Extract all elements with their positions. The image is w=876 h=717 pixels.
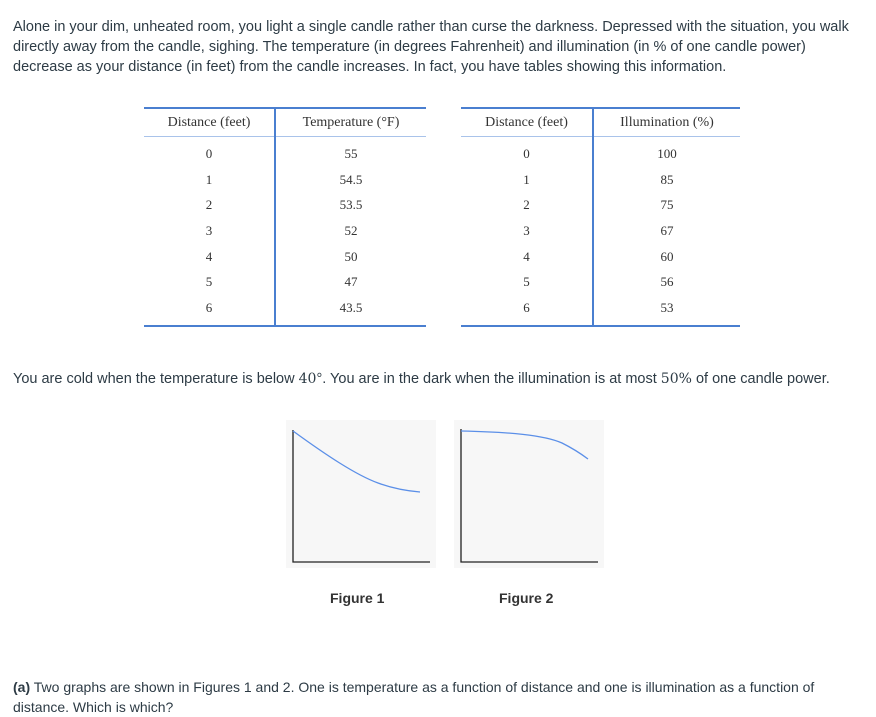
table-row — [144, 137, 426, 167]
temperature-cell: 53.5 — [339, 197, 363, 213]
question-a-text: Two graphs are shown in Figures 1 and 2. One is temperature as a function of distance and one is illumination as a function of distance. Which is which? — [13, 679, 815, 715]
distance-cell: 3 — [144, 218, 275, 244]
degree-symbol: ° — [316, 371, 323, 387]
table-row — [144, 269, 426, 295]
table-row — [461, 137, 740, 167]
table-row — [461, 218, 740, 244]
illumination-table — [461, 107, 740, 327]
distance-cell: 4 — [461, 244, 593, 270]
table-row — [461, 295, 740, 326]
temperature-cell: 55 — [344, 145, 358, 161]
illumination-cell: 67 — [660, 222, 674, 238]
question-a-label: (a) — [13, 679, 31, 695]
table-row — [461, 167, 740, 193]
distance-cell: 2 — [461, 192, 593, 218]
distance-cell: 1 — [461, 167, 593, 193]
condition-statement — [13, 371, 863, 387]
distance-cell: 6 — [461, 295, 593, 326]
illumination-cell: 85 — [660, 171, 674, 187]
table-row — [461, 192, 740, 218]
distance-cell: 5 — [461, 269, 593, 295]
table-row — [144, 244, 426, 270]
table-row — [144, 167, 426, 193]
temp-table-distance-header: Distance (feet) — [144, 108, 275, 137]
temperature-cell: 50 — [344, 248, 358, 264]
distance-cell: 1 — [144, 167, 275, 193]
problem-intro: Alone in your dim, unheated room, you light a single candle rather than curse the darkness. Depressed with the situation, you walk directly away from the candle, sighing. The temperature (in degrees Fahrenheit) and illumination (in % of one candle power) decrease as your distance (in feet) from the candle increases. In fact, you have tables showing this information. — [13, 19, 849, 75]
illumination-cell: 53 — [660, 299, 674, 315]
dark-threshold-value: 50% — [660, 371, 692, 387]
condition-text-part2: . You are in the dark when the illumination is at most — [322, 371, 661, 387]
illum-table-distance-header: Distance (feet) — [461, 108, 593, 137]
cold-threshold-value: 40 — [298, 371, 317, 387]
figure-2-background — [454, 420, 604, 568]
condition-text-part1: You are cold when the temperature is below — [13, 371, 299, 387]
condition-text-part3: of one candle power. — [691, 371, 830, 387]
temperature-table — [144, 107, 426, 327]
illumination-cell: 56 — [660, 274, 674, 290]
distance-cell: 6 — [144, 295, 275, 326]
figure-2-caption: Figure 2 — [499, 590, 554, 606]
distance-cell: 5 — [144, 269, 275, 295]
table-row — [144, 192, 426, 218]
figure-2-graph — [454, 420, 604, 568]
distance-cell: 2 — [144, 192, 275, 218]
table-row — [461, 269, 740, 295]
figure-1-caption: Figure 1 — [330, 590, 385, 606]
temperature-cell: 43.5 — [339, 299, 363, 315]
distance-cell: 4 — [144, 244, 275, 270]
temperature-cell: 52 — [344, 222, 358, 238]
distance-cell: 0 — [144, 137, 275, 167]
question-a — [13, 677, 863, 717]
distance-cell: 3 — [461, 218, 593, 244]
illumination-cell: 100 — [657, 145, 677, 161]
illumination-cell: 75 — [660, 197, 674, 213]
distance-cell: 0 — [461, 137, 593, 167]
temp-table-temperature-header: Temperature (°F) — [275, 108, 426, 137]
table-row — [461, 244, 740, 270]
temperature-cell: 47 — [344, 274, 358, 290]
figure-1-graph — [286, 420, 436, 568]
table-row — [144, 295, 426, 326]
illum-table-illumination-header: Illumination (%) — [593, 108, 740, 137]
illumination-cell: 60 — [660, 248, 674, 264]
temperature-cell: 54.5 — [339, 171, 363, 187]
table-row — [144, 218, 426, 244]
